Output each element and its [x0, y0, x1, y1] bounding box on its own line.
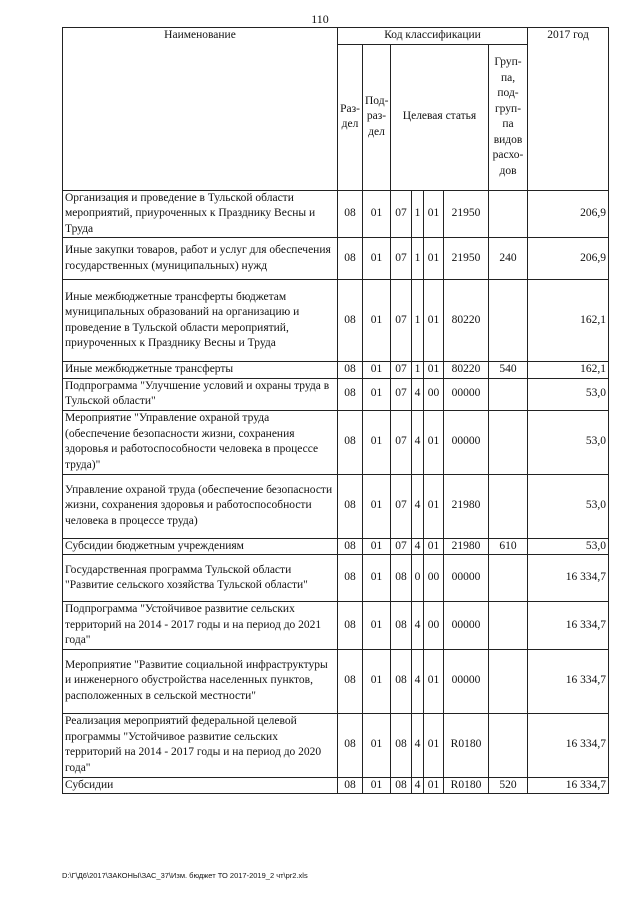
row-expense-group [489, 378, 528, 410]
row-podrazdel: 01 [363, 649, 391, 713]
row-target-direction: 21980 [444, 538, 489, 555]
row-podrazdel: 01 [363, 474, 391, 538]
row-target-event: 01 [424, 474, 444, 538]
row-target-event: 01 [424, 280, 444, 362]
row-podrazdel: 01 [363, 238, 391, 280]
row-target-direction: 80220 [444, 362, 489, 379]
row-target-direction: 00000 [444, 602, 489, 650]
row-amount: 53,0 [528, 378, 609, 410]
row-target-event: 01 [424, 649, 444, 713]
row-target-subprogram: 0 [412, 555, 424, 602]
row-razdel: 08 [338, 538, 363, 555]
row-podrazdel: 01 [363, 777, 391, 794]
row-name: Субсидии [63, 777, 338, 794]
row-amount: 16 334,7 [528, 777, 609, 794]
row-amount: 162,1 [528, 362, 609, 379]
row-target-event: 01 [424, 362, 444, 379]
row-name: Организация и проведение в Тульской области мероприятий, приуроченных к Празднику Весны и Труда [63, 190, 338, 238]
row-expense-group [489, 410, 528, 474]
row-target-subprogram: 1 [412, 190, 424, 238]
page-number: 110 [311, 12, 329, 26]
row-target-direction: 21950 [444, 238, 489, 280]
row-expense-group: 610 [489, 538, 528, 555]
table-row [63, 777, 609, 794]
row-podrazdel: 01 [363, 362, 391, 379]
row-podrazdel: 01 [363, 280, 391, 362]
row-target-subprogram: 4 [412, 649, 424, 713]
table-row [63, 410, 609, 474]
row-name: Управление охраной труда (обеспечение безопасности жизни, сохранения здоровья и работоспособности человека в процессе труда) [63, 474, 338, 538]
row-amount: 53,0 [528, 474, 609, 538]
row-razdel: 08 [338, 280, 363, 362]
row-target-subprogram: 4 [412, 474, 424, 538]
row-amount: 16 334,7 [528, 713, 609, 777]
row-target-event: 00 [424, 555, 444, 602]
row-name: Подпрограмма "Устойчивое развитие сельских территорий на 2014 - 2017 годы и на период до 2021 года" [63, 602, 338, 650]
table-row [63, 713, 609, 777]
row-target-subprogram: 1 [412, 280, 424, 362]
row-target-subprogram: 4 [412, 538, 424, 555]
row-name: Мероприятие "Развитие социальной инфраструктуры и инженерного обустройства населенных пунктов, расположенных в сельской местности" [63, 649, 338, 713]
row-name: Государственная программа Тульской области "Развитие сельского хозяйства Тульской области" [63, 555, 338, 602]
row-razdel: 08 [338, 378, 363, 410]
row-target-program: 07 [391, 410, 412, 474]
row-target-event: 01 [424, 190, 444, 238]
row-target-event: 01 [424, 410, 444, 474]
row-target-program: 07 [391, 190, 412, 238]
row-target-subprogram: 4 [412, 378, 424, 410]
row-target-event: 01 [424, 777, 444, 794]
table-row [63, 555, 609, 602]
row-expense-group: 240 [489, 238, 528, 280]
table-row [63, 190, 609, 238]
row-target-direction: 00000 [444, 378, 489, 410]
budget-table [62, 27, 609, 794]
row-amount: 162,1 [528, 280, 609, 362]
row-razdel: 08 [338, 555, 363, 602]
row-expense-group [489, 649, 528, 713]
row-name: Субсидии бюджетным учреждениям [63, 538, 338, 555]
row-target-event: 00 [424, 602, 444, 650]
row-target-program: 08 [391, 555, 412, 602]
row-podrazdel: 01 [363, 410, 391, 474]
row-razdel: 08 [338, 238, 363, 280]
row-target-program: 07 [391, 538, 412, 555]
row-amount: 16 334,7 [528, 555, 609, 602]
row-target-program: 07 [391, 280, 412, 362]
row-target-direction: 00000 [444, 649, 489, 713]
row-target-program: 07 [391, 378, 412, 410]
table-row [63, 649, 609, 713]
row-name: Иные закупки товаров, работ и услуг для обеспечения государственных (муниципальных) нужд [63, 238, 338, 280]
row-amount: 53,0 [528, 410, 609, 474]
row-razdel: 08 [338, 362, 363, 379]
row-target-program: 08 [391, 649, 412, 713]
row-razdel: 08 [338, 649, 363, 713]
row-target-subprogram: 1 [412, 238, 424, 280]
row-podrazdel: 01 [363, 190, 391, 238]
header-name: Наименование [63, 28, 338, 191]
row-expense-group [489, 713, 528, 777]
row-razdel: 08 [338, 602, 363, 650]
row-podrazdel: 01 [363, 713, 391, 777]
row-expense-group: 540 [489, 362, 528, 379]
row-expense-group [489, 555, 528, 602]
header-podrazdel: Под- раз- дел [363, 44, 391, 190]
row-expense-group [489, 602, 528, 650]
row-name: Подпрограмма "Улучшение условий и охраны труда в Тульской области" [63, 378, 338, 410]
row-expense-group [489, 280, 528, 362]
row-target-direction: 00000 [444, 555, 489, 602]
row-target-direction: R0180 [444, 713, 489, 777]
row-target-subprogram: 4 [412, 777, 424, 794]
row-target-program: 08 [391, 713, 412, 777]
table-row [63, 362, 609, 379]
table-row [63, 474, 609, 538]
row-target-direction: R0180 [444, 777, 489, 794]
table-row [63, 280, 609, 362]
header-group: Груп- па, под- груп- па видов расхо- дов [489, 44, 528, 190]
row-podrazdel: 01 [363, 378, 391, 410]
row-target-event: 01 [424, 538, 444, 555]
row-target-program: 07 [391, 474, 412, 538]
row-target-subprogram: 1 [412, 362, 424, 379]
header-code: Код классификации [338, 28, 528, 45]
row-amount: 16 334,7 [528, 649, 609, 713]
row-target-program: 08 [391, 777, 412, 794]
row-razdel: 08 [338, 777, 363, 794]
row-target-direction: 21980 [444, 474, 489, 538]
row-razdel: 08 [338, 410, 363, 474]
row-target-event: 00 [424, 378, 444, 410]
row-target-program: 07 [391, 362, 412, 379]
row-name: Иные межбюджетные трансферты бюджетам муниципальных образований на организацию и проведение в Тульской области мероприятий, приуроченных к Празднику Весны и Труда [63, 280, 338, 362]
row-amount: 16 334,7 [528, 602, 609, 650]
row-expense-group: 520 [489, 777, 528, 794]
row-expense-group [489, 190, 528, 238]
row-target-direction: 21950 [444, 190, 489, 238]
row-target-program: 07 [391, 238, 412, 280]
table-row [63, 538, 609, 555]
row-target-event: 01 [424, 713, 444, 777]
row-target-program: 08 [391, 602, 412, 650]
row-razdel: 08 [338, 713, 363, 777]
row-amount: 206,9 [528, 238, 609, 280]
row-razdel: 08 [338, 474, 363, 538]
table-row [63, 238, 609, 280]
row-podrazdel: 01 [363, 602, 391, 650]
row-target-direction: 80220 [444, 280, 489, 362]
row-expense-group [489, 474, 528, 538]
row-target-subprogram: 4 [412, 713, 424, 777]
row-amount: 206,9 [528, 190, 609, 238]
row-podrazdel: 01 [363, 538, 391, 555]
header-target: Целевая статья [391, 44, 489, 190]
file-path-footer: D:\Г\Д6\2017\ЗАКОНЫ\ЗАС_37\Изм. бюджет ТО 2017-2019_2 чт\pr2.xls [62, 871, 308, 880]
row-target-event: 01 [424, 238, 444, 280]
row-name: Иные межбюджетные трансферты [63, 362, 338, 379]
row-name: Мероприятие "Управление охраной труда (обеспечение безопасности жизни, сохранения здоровья и работоспособности человека в процессе труда)" [63, 410, 338, 474]
row-name: Реализация мероприятий федеральной целевой программы "Устойчивое развитие сельских территорий на 2014 - 2017 годы и на период до 2020 года" [63, 713, 338, 777]
row-amount: 53,0 [528, 538, 609, 555]
row-razdel: 08 [338, 190, 363, 238]
row-target-subprogram: 4 [412, 410, 424, 474]
row-target-direction: 00000 [444, 410, 489, 474]
header-year: 2017 год [528, 28, 609, 191]
table-row [63, 378, 609, 410]
row-podrazdel: 01 [363, 555, 391, 602]
table-row [63, 602, 609, 650]
row-target-subprogram: 4 [412, 602, 424, 650]
header-razdel: Раз- дел [338, 44, 363, 190]
